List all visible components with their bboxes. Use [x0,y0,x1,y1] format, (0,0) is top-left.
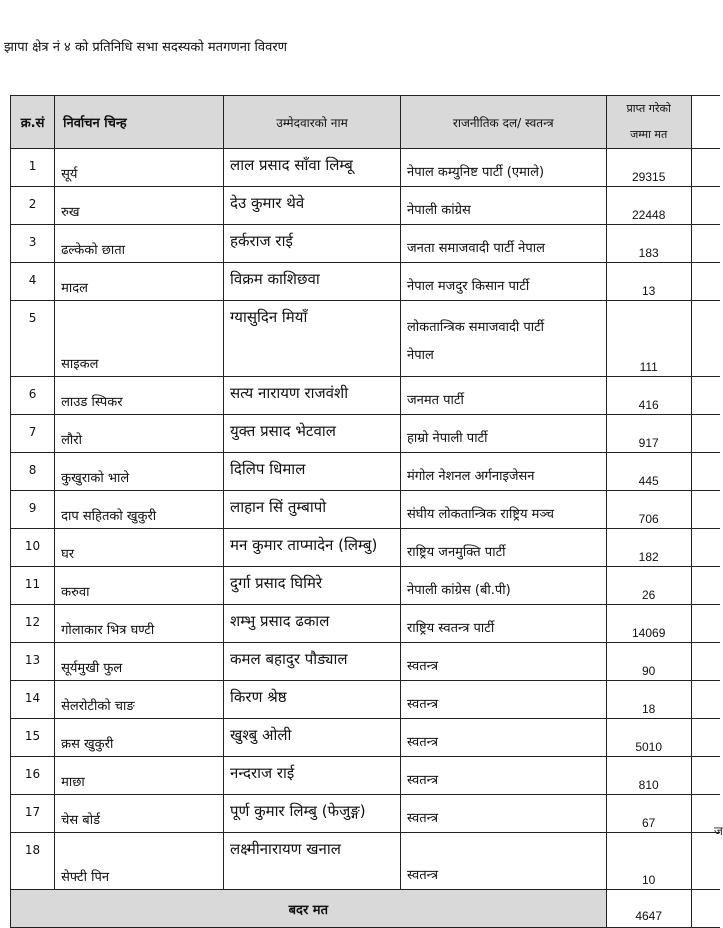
table-row [11,377,721,415]
candidate-name-cell: सत्य नारायण राजवंशी [224,377,401,415]
serial-number-cell: 15 [11,719,55,757]
serial-number-cell: 1 [11,149,55,187]
election-symbol-cell: गोलाकार भित्र घण्टी [55,605,224,643]
table-row [11,187,721,225]
party-cell: राष्ट्रिय जनमुक्ति पार्टी [400,529,606,567]
election-symbol-cell: ढल्केको छाता [55,225,224,263]
header-serial-number: क्र.सं [11,96,55,149]
clipped-column-cell [691,719,720,757]
table-row [11,149,721,187]
candidate-name-cell: ग्यासुदिन मियाँ [224,301,401,377]
election-symbol-cell: मादल [55,263,224,301]
candidate-name-cell: दुर्गा प्रसाद घिमिरे [224,567,401,605]
clipped-column-cell [691,263,720,301]
candidate-name-cell: लाल प्रसाद साँवा लिम्बू [224,149,401,187]
election-symbol-cell: सूर्य [55,149,224,187]
party-cell: जनमत पार्टी [400,377,606,415]
table-header-row [11,96,721,149]
total-votes-cell: 22448 [606,187,691,225]
candidate-name-cell: मन कुमार ताप्मादेन (लिम्बु) [224,529,401,567]
clipped-column-cell [691,453,720,491]
clipped-column-cell [691,377,720,415]
election-symbol-cell: लौरो [55,415,224,453]
election-symbol-cell: घर [55,529,224,567]
table-row [11,301,721,377]
candidate-name-cell: युक्त प्रसाद भेटवाल [224,415,401,453]
candidate-name-cell: शम्भु प्रसाद ढकाल [224,605,401,643]
candidate-name-cell: हर्कराज राई [224,225,401,263]
serial-number-cell: 16 [11,757,55,795]
serial-number-cell: 13 [11,643,55,681]
table-row [11,453,721,491]
table-row [11,415,721,453]
serial-number-cell: 4 [11,263,55,301]
serial-number-cell: 12 [11,605,55,643]
header-candidate-name: उम्मेदवारको नाम [224,96,401,149]
header-total-votes-line2: जम्मा मत [630,128,668,141]
clipped-column-cell [691,491,720,529]
total-votes-cell: 10 [606,833,691,890]
serial-number-cell: 18 [11,833,55,890]
total-votes-cell: 182 [606,529,691,567]
table-row [11,567,721,605]
clipped-column-cell [691,187,720,225]
total-votes-cell: 90 [606,643,691,681]
election-symbol-cell: क्रस खुकुरी [55,719,224,757]
clipped-column-cell [691,605,720,643]
party-cell: स्वतन्त्र [400,833,606,890]
table-row [11,491,721,529]
serial-number-cell: 10 [11,529,55,567]
party-cell: स्वतन्त्र [400,643,606,681]
party-cell [400,301,606,377]
candidate-name-cell: नन्दराज राई [224,757,401,795]
table-row [11,719,721,757]
total-votes-cell: 917 [606,415,691,453]
candidate-name-cell: दिलिप धिमाल [224,453,401,491]
election-symbol-cell: साइकल [55,301,224,377]
candidate-name-cell: खुश्बु ओली [224,719,401,757]
party-line-1: लोकतान्त्रिक समाजवादी पार्टी [406,320,545,335]
clipped-column-cell [691,301,720,377]
party-cell: स्वतन्त्र [400,757,606,795]
table-row [11,833,721,890]
vote-count-table [10,95,720,928]
party-cell: मंगोल नेशनल अर्गनाइजेसन [400,453,606,491]
party-cell: स्वतन्त्र [400,719,606,757]
total-votes-cell: 14069 [606,605,691,643]
election-symbol-cell: रुख [55,187,224,225]
invalid-votes-label: बदर मत [11,890,607,928]
header-total-votes [606,96,691,149]
serial-number-cell: 3 [11,225,55,263]
header-party: राजनीतिक दल/ स्वतन्त्र [400,96,606,149]
candidate-name-cell: पूर्ण कुमार लिम्बु (फेजुङ्ग) [224,795,401,833]
table-row [11,263,721,301]
total-votes-cell: 26 [606,567,691,605]
election-symbol-cell: सूर्यमुखी फुल [55,643,224,681]
election-symbol-cell: माछा [55,757,224,795]
election-symbol-cell: लाउड स्पिकर [55,377,224,415]
total-votes-cell: 5010 [606,719,691,757]
party-cell: नेपाली कांग्रेस (बी.पी) [400,567,606,605]
total-votes-cell: 706 [606,491,691,529]
party-cell: संघीय लोकतान्त्रिक राष्ट्रिय मञ्च [400,491,606,529]
total-votes-cell: 111 [606,301,691,377]
clipped-column-cell [691,415,720,453]
document-title: झापा क्षेत्र नं ४ को प्रतिनिधि सभा सदस्यको मतगणना विवरण [4,40,288,55]
clipped-column-cell [691,225,720,263]
total-votes-cell: 13 [606,263,691,301]
serial-number-cell: 2 [11,187,55,225]
clipped-column-cell [691,757,720,795]
serial-number-cell: 14 [11,681,55,719]
header-election-symbol: निर्वाचन चिन्ह [55,96,224,149]
serial-number-cell: 5 [11,301,55,377]
candidate-name-cell: किरण श्रेष्ठ [224,681,401,719]
election-symbol-cell: दाप सहितको खुकुरी [55,491,224,529]
serial-number-cell: 6 [11,377,55,415]
election-symbol-cell: कुखुराको भाले [55,453,224,491]
candidate-name-cell: कमल बहादुर पौड्याल [224,643,401,681]
total-votes-cell: 810 [606,757,691,795]
candidate-name-cell: लक्ष्मीनारायण खनाल [224,833,401,890]
serial-number-cell: 11 [11,567,55,605]
serial-number-cell: 9 [11,491,55,529]
party-cell: राष्ट्रिय स्वतन्त्र पार्टी [400,605,606,643]
table-row [11,643,721,681]
serial-number-cell: 17 [11,795,55,833]
clipped-column-cell [691,643,720,681]
total-votes-cell: 67 [606,795,691,833]
party-cell: स्वतन्त्र [400,681,606,719]
invalid-votes-count: 4647 [606,890,691,928]
invalid-votes-row [11,890,721,928]
header-clipped-column [691,96,720,149]
party-cell: नेपाल कम्युनिष्ट पार्टी (एमाले) [400,149,606,187]
party-cell: स्वतन्त्र [400,795,606,833]
table-row [11,225,721,263]
candidate-name-cell: देउ कुमार थेवे [224,187,401,225]
party-line-2: नेपाल [406,348,434,363]
header-total-votes-line1: प्राप्त गरेको [626,102,671,115]
party-cell: नेपाली कांग्रेस [400,187,606,225]
candidate-name-cell: विक्रम काशिछवा [224,263,401,301]
table-row [11,681,721,719]
clipped-column-cell [691,567,720,605]
total-votes-cell: 29315 [606,149,691,187]
table-row [11,529,721,567]
table-row [11,605,721,643]
total-votes-cell: 183 [606,225,691,263]
election-symbol-cell: सेलरोटीको चाङ [55,681,224,719]
table-row [11,757,721,795]
election-symbol-cell: चेस बोर्ड [55,795,224,833]
clipped-column-cell [691,681,720,719]
party-cell: जनता समाजवादी पार्टी नेपाल [400,225,606,263]
serial-number-cell: 7 [11,415,55,453]
total-votes-cell: 445 [606,453,691,491]
election-symbol-cell: करुवा [55,567,224,605]
clipped-column-cell [691,529,720,567]
clipped-column-cell [691,890,720,928]
party-cell: नेपाल मजदुर किसान पार्टी [400,263,606,301]
clipped-column-cell [691,833,720,890]
total-votes-cell: 416 [606,377,691,415]
table-row [11,795,721,833]
election-symbol-cell: सेफ्टी पिन [55,833,224,890]
party-cell: हाम्रो नेपाली पार्टी [400,415,606,453]
candidate-name-cell: लाहान सिं तुम्बापो [224,491,401,529]
clipped-column-cell [691,149,720,187]
serial-number-cell: 8 [11,453,55,491]
clipped-column-text-fragment: ज [714,824,723,838]
total-votes-cell: 18 [606,681,691,719]
